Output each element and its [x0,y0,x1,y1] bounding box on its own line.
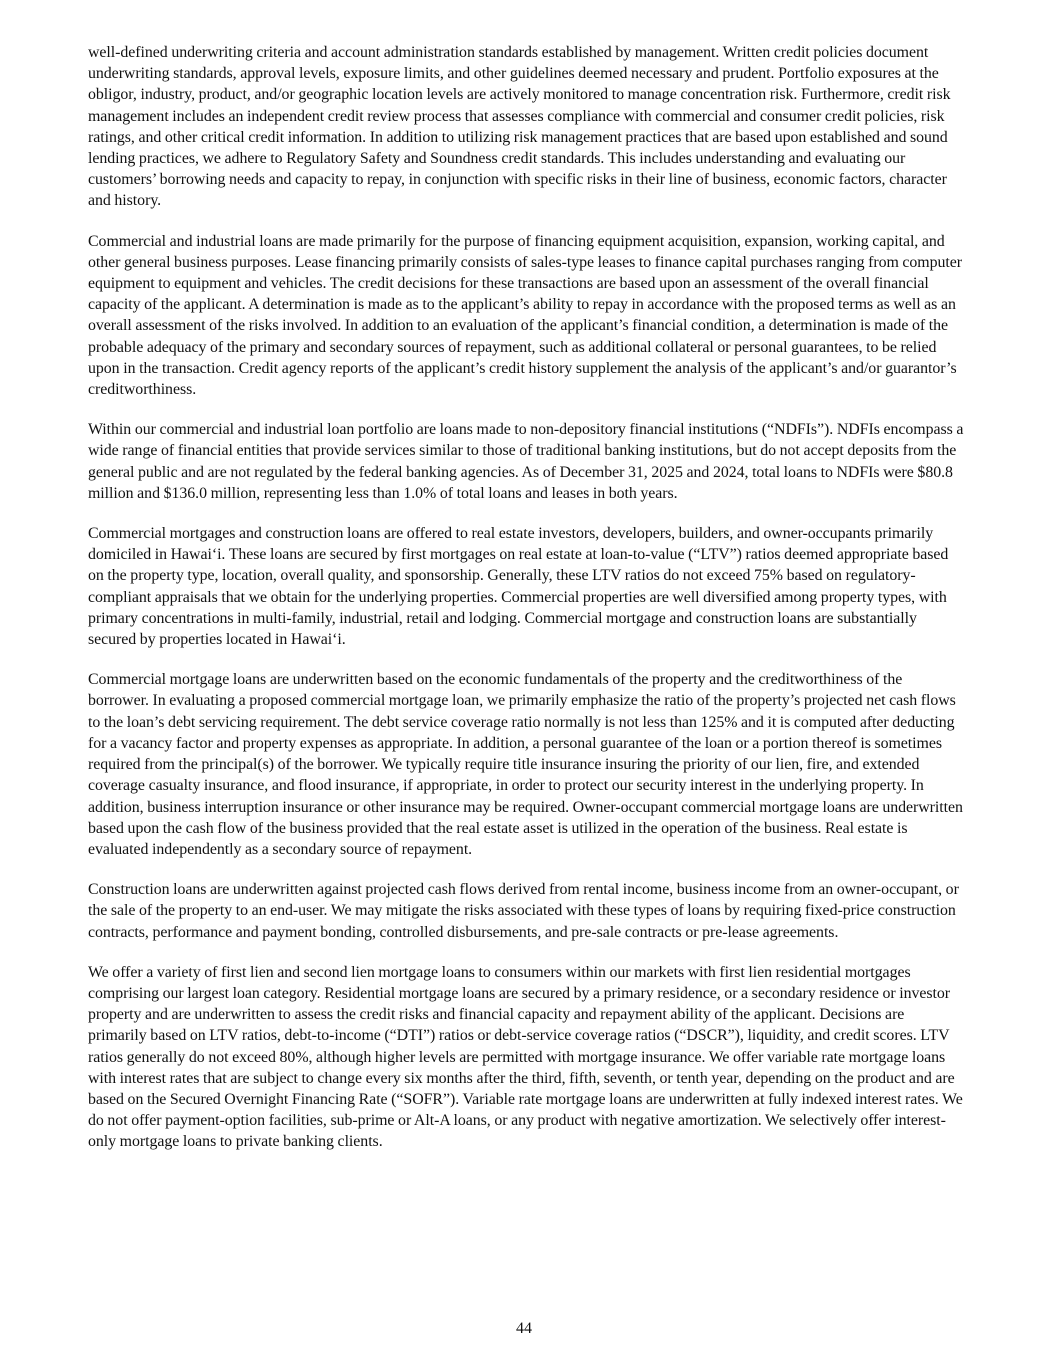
page-number: 44 [516,1320,532,1337]
document-body [88,42,964,1172]
paragraph-credit-risk-management: well-defined underwriting criteria and account administration standards established by management. Written credit policies document underwriting standards, approval levels, exposure limits, and other guidelines deemed necessary and prudent. Portfolio exposures at the obligor, industry, product, and/or geographic location levels are actively monitored to manage concentration risk. Furthermore, credit risk management includes an independent credit review process that assesses compliance with commercial and consumer credit policies, risk ratings, and other critical credit information. In addition to utilizing risk management practices that are based upon established and sound lending practices, we adhere to Regulatory Safety and Soundness credit standards. This includes understanding and evaluating our customers’ borrowing needs and capacity to repay, in conjunction with specific risks in their line of business, economic factors, character and history. [88,44,951,210]
paragraph-commercial-industrial-loans: Commercial and industrial loans are made primarily for the purpose of financing equipment acquisition, expansion, working capital, and other general business purposes. Lease financing primarily consists of sales-type leases to finance capital purchases ranging from computer equipment to equipment and vehicles. The credit decisions for these transactions are based upon an assessment of the overall financial capacity of the applicant. A determination is made as to the applicant’s ability to repay in accordance with the proposed terms as well as an overall assessment of the risks involved. In addition to an evaluation of the applicant’s financial condition, a determination is made of the probable adequacy of the primary and secondary sources of repayment, such as additional collateral or personal guarantees, to be relied upon in the transaction. Credit agency reports of the applicant’s credit history supplement the analysis of the applicant’s and/or guarantor’s creditworthiness. [88,232,963,399]
paragraph-ndfi-loans: Within our commercial and industrial loan portfolio are loans made to non-depository financial institutions (“NDFIs”). NDFIs encompass a wide range of financial entities that provide services similar to those of traditional banking institutions, but do not accept deposits from the general public and are not regulated by the federal banking agencies. As of December 31, 2025 and 2024, total loans to NDFIs were $80.8 million and $136.0 million, representing less than 1.0% of total loans and leases in both years. [88,421,964,502]
paragraph-commercial-mortgage-underwriting: Commercial mortgage loans are underwritten based on the economic fundamentals of the property and the creditworthiness of the borrower. In evaluating a proposed commercial mortgage loan, we primarily emphasize the ratio of the property’s projected net cash flows to the loan’s debt servicing requirement. The debt service coverage ratio normally is not less than 125% and it is computed after deducting for a vacancy factor and property expenses as appropriate. In addition, a personal guarantee of the loan or a portion thereof is sometimes required from the principal(s) of the borrower. We typically require title insurance insuring the priority of our lien, fire, and extended coverage casualty insurance, and flood insurance, if appropriate, in order to protect our security interest in the underlying property. In addition, business interruption insurance or other insurance may be required. Owner-occupant commercial mortgage loans are underwritten based upon the cash flow of the business provided that the real estate asset is utilized in the operation of the business. Real estate is evaluated independently as a secondary source of repayment. [88,671,963,858]
paragraph-construction-loans: Construction loans are underwritten against projected cash flows derived from rental income, business income from an owner-occupant, or the sale of the property to an end-user. We may mitigate the risks associated with these types of loans by requiring fixed-price construction contracts, performance and payment bonding, controlled disbursements, and pre-sale contracts or pre-lease agreements. [88,881,959,941]
paragraph-commercial-mortgages-construction: Commercial mortgages and construction loans are offered to real estate investors, developers, builders, and owner-occupants primarily domiciled in Hawai‘i. These loans are secured by first mortgages on real estate at loan-to-value (“LTV”) ratios deemed appropriate based on the property type, location, overall quality, and sponsorship. Generally, these LTV ratios do not exceed 75% based on regulatory-compliant appraisals that we obtain for the underlying properties. Commercial properties are well diversified among property types, with primary concentrations in multi-family, industrial, retail and lodging. Commercial mortgage and construction loans are substantially secured by properties located in Hawai‘i. [88,525,949,649]
paragraph-residential-mortgages: We offer a variety of first lien and second lien mortgage loans to consumers within our markets with first lien residential mortgages comprising our largest loan category. Residential mortgage loans are secured by a primary residence, or a secondary residence or investor property and are underwritten to assess the credit risks and financial capacity and repayment ability of the applicant. Decisions are primarily based on LTV ratios, debt-to-income (“DTI”) ratios or debt-service coverage ratios (“DSCR”), liquidity, and credit scores. LTV ratios generally do not exceed 80%, although higher levels are permitted with mortgage insurance. We offer variable rate mortgage loans with interest rates that are subject to change every six months after the third, fifth, seventh, or tenth year, depending on the product and are based on the Secured Overnight Financing Rate (“SOFR”). Variable rate mortgage loans are underwritten at fully indexed interest rates. We do not offer payment-option facilities, sub-prime or Alt-A loans, or any product with negative amortization. We selectively offer interest-only mortgage loans to private banking clients. [88,963,963,1151]
